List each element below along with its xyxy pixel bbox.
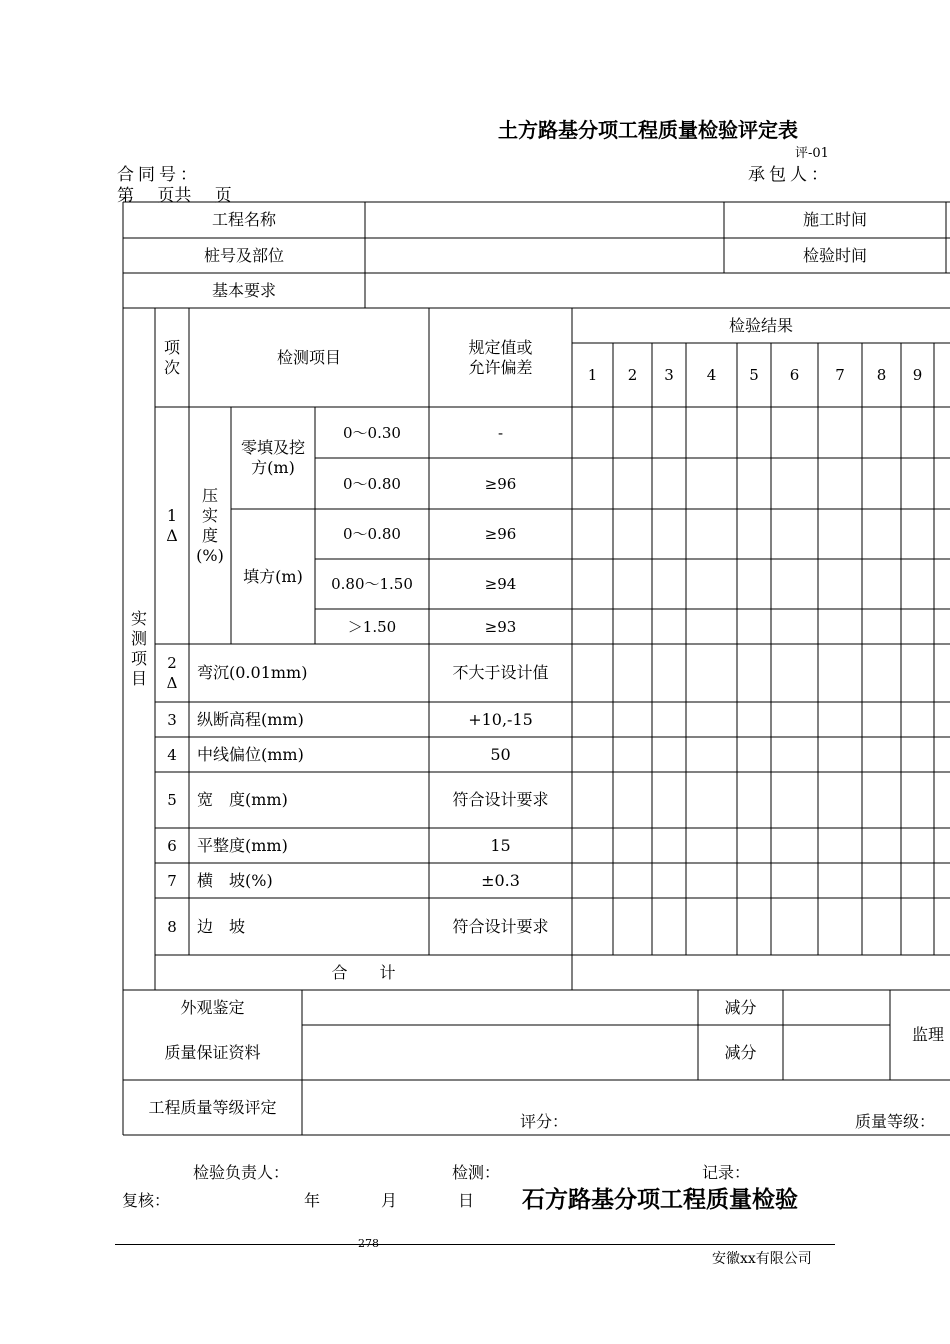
item-name: 中线偏位(mm) <box>197 744 304 764</box>
spec-header <box>429 308 572 407</box>
page-number: 278 <box>358 1237 379 1250</box>
responsible-label: 检验负责人： <box>193 1163 290 1182</box>
month-label: 月 <box>381 1191 398 1210</box>
basic-requirements-field[interactable] <box>365 273 950 308</box>
item-name: 边 坡 <box>197 916 246 936</box>
item-no: 1 <box>166 505 178 525</box>
reviewer-label: 复核： <box>122 1191 171 1210</box>
item-number <box>155 772 189 828</box>
compaction-depth: 0～0.80 <box>343 474 401 493</box>
item-no: 4 <box>167 745 177 764</box>
compaction-item-no <box>155 407 189 644</box>
item-spec: 符合设计要求 <box>452 916 549 936</box>
result-column-number: 2 <box>627 366 638 384</box>
appearance-label: 外观鉴定 <box>180 997 245 1017</box>
result-column-number: 3 <box>664 366 674 384</box>
result-column-number: 7 <box>835 366 845 384</box>
item-number <box>155 644 189 702</box>
next-form-title: 石方路基分项工程质量检验 <box>522 1186 798 1213</box>
appearance-deduct-label: 减分 <box>724 997 757 1017</box>
basic-requirements-label: 基本要求 <box>211 280 276 300</box>
item-number <box>155 828 189 863</box>
result-column-number: 9 <box>912 366 923 384</box>
item-name: 纵断高程(mm) <box>197 709 304 729</box>
project-name-field[interactable] <box>365 202 724 238</box>
item-spec: 50 <box>490 744 511 764</box>
compaction-depth: 0～0.30 <box>343 423 401 442</box>
zero-fill-label: 零填及挖方(m) <box>240 438 305 477</box>
results-header: 检验结果 <box>728 315 793 335</box>
item-no: 8 <box>167 917 177 936</box>
result-column-number: 4 <box>706 366 717 384</box>
supervisor-label: 监理 <box>912 1025 945 1044</box>
inspection-time-label: 检验时间 <box>802 245 867 265</box>
station-location-label: 桩号及部位 <box>203 245 284 265</box>
construction-time-label: 施工时间 <box>802 210 867 229</box>
item-number <box>155 898 189 955</box>
tester-label: 检测： <box>452 1163 501 1182</box>
key-item-mark: Δ <box>166 674 178 692</box>
measured-items-label: 实测项目 <box>130 609 147 688</box>
item-spec: +10,-15 <box>468 709 533 729</box>
item-name: 宽 度(mm) <box>197 790 288 809</box>
year-label: 年 <box>304 1191 321 1210</box>
item-number <box>155 737 189 772</box>
item-no: 6 <box>167 836 177 855</box>
key-item-mark: Δ <box>166 525 178 545</box>
item-name: 横 坡(%) <box>197 870 273 890</box>
item-name: 弯沉(0.01mm) <box>197 663 308 682</box>
docs-deduct-label: 减分 <box>724 1042 757 1062</box>
quality-docs-label: 质量保证资料 <box>164 1042 261 1062</box>
compaction-spec: ≥96 <box>484 525 517 543</box>
grade-label: 质量等级： <box>855 1112 936 1131</box>
item-no: 5 <box>167 791 177 809</box>
item-no: 7 <box>167 871 177 890</box>
company-name: 安徽xx有限公司 <box>712 1251 812 1267</box>
form-code: 评-01 <box>795 146 829 161</box>
item-spec: 符合设计要求 <box>452 790 549 809</box>
contractor-label: 承包人： <box>748 165 832 185</box>
compaction-depth: 0～0.80 <box>343 525 401 543</box>
total-label: 合 计 <box>331 962 396 982</box>
item-spec: ±0.3 <box>481 870 520 890</box>
item-spec: 不大于设计值 <box>452 663 549 682</box>
footer-divider <box>115 1244 835 1245</box>
item-number <box>155 702 189 737</box>
compaction-spec: ≥96 <box>484 474 517 493</box>
compaction-spec: ≥93 <box>484 617 517 636</box>
item-no: 3 <box>167 710 177 729</box>
inspection-item-header: 检测项目 <box>276 347 341 367</box>
compaction-label: 压实度(%) <box>196 485 224 565</box>
recorder-label: 记录： <box>702 1163 751 1182</box>
result-column-number: 1 <box>587 366 598 384</box>
fill-label: 填方(m) <box>243 566 303 586</box>
item-name: 平整度(mm) <box>197 835 288 855</box>
compaction-depth: ＞1.50 <box>347 617 397 636</box>
day-label: 日 <box>458 1191 475 1210</box>
item-number <box>155 863 189 898</box>
spec-header-line2: 允许偏差 <box>468 357 533 377</box>
result-column-number: 5 <box>749 366 759 384</box>
project-name-label: 工程名称 <box>211 210 276 229</box>
compaction-spec: ≥94 <box>484 575 517 593</box>
item-no-header: 项次 <box>163 337 180 377</box>
contract-no-label: 合同号： <box>117 165 201 185</box>
grade-eval-label: 工程质量等级评定 <box>148 1097 277 1117</box>
compaction-spec: - <box>497 423 504 442</box>
item-no: 2 <box>167 654 177 672</box>
score-label: 评分： <box>520 1112 569 1131</box>
station-location-field[interactable] <box>365 238 724 273</box>
form-title: 土方路基分项工程质量检验评定表 <box>498 118 798 142</box>
result-column-number: 8 <box>876 366 887 384</box>
spec-header-line1: 规定值或 <box>468 337 533 357</box>
item-spec: 15 <box>490 835 511 855</box>
result-column-number: 6 <box>789 366 800 384</box>
page-indicator: 第 页共 页 <box>117 186 232 206</box>
compaction-depth: 0.80～1.50 <box>331 575 413 593</box>
